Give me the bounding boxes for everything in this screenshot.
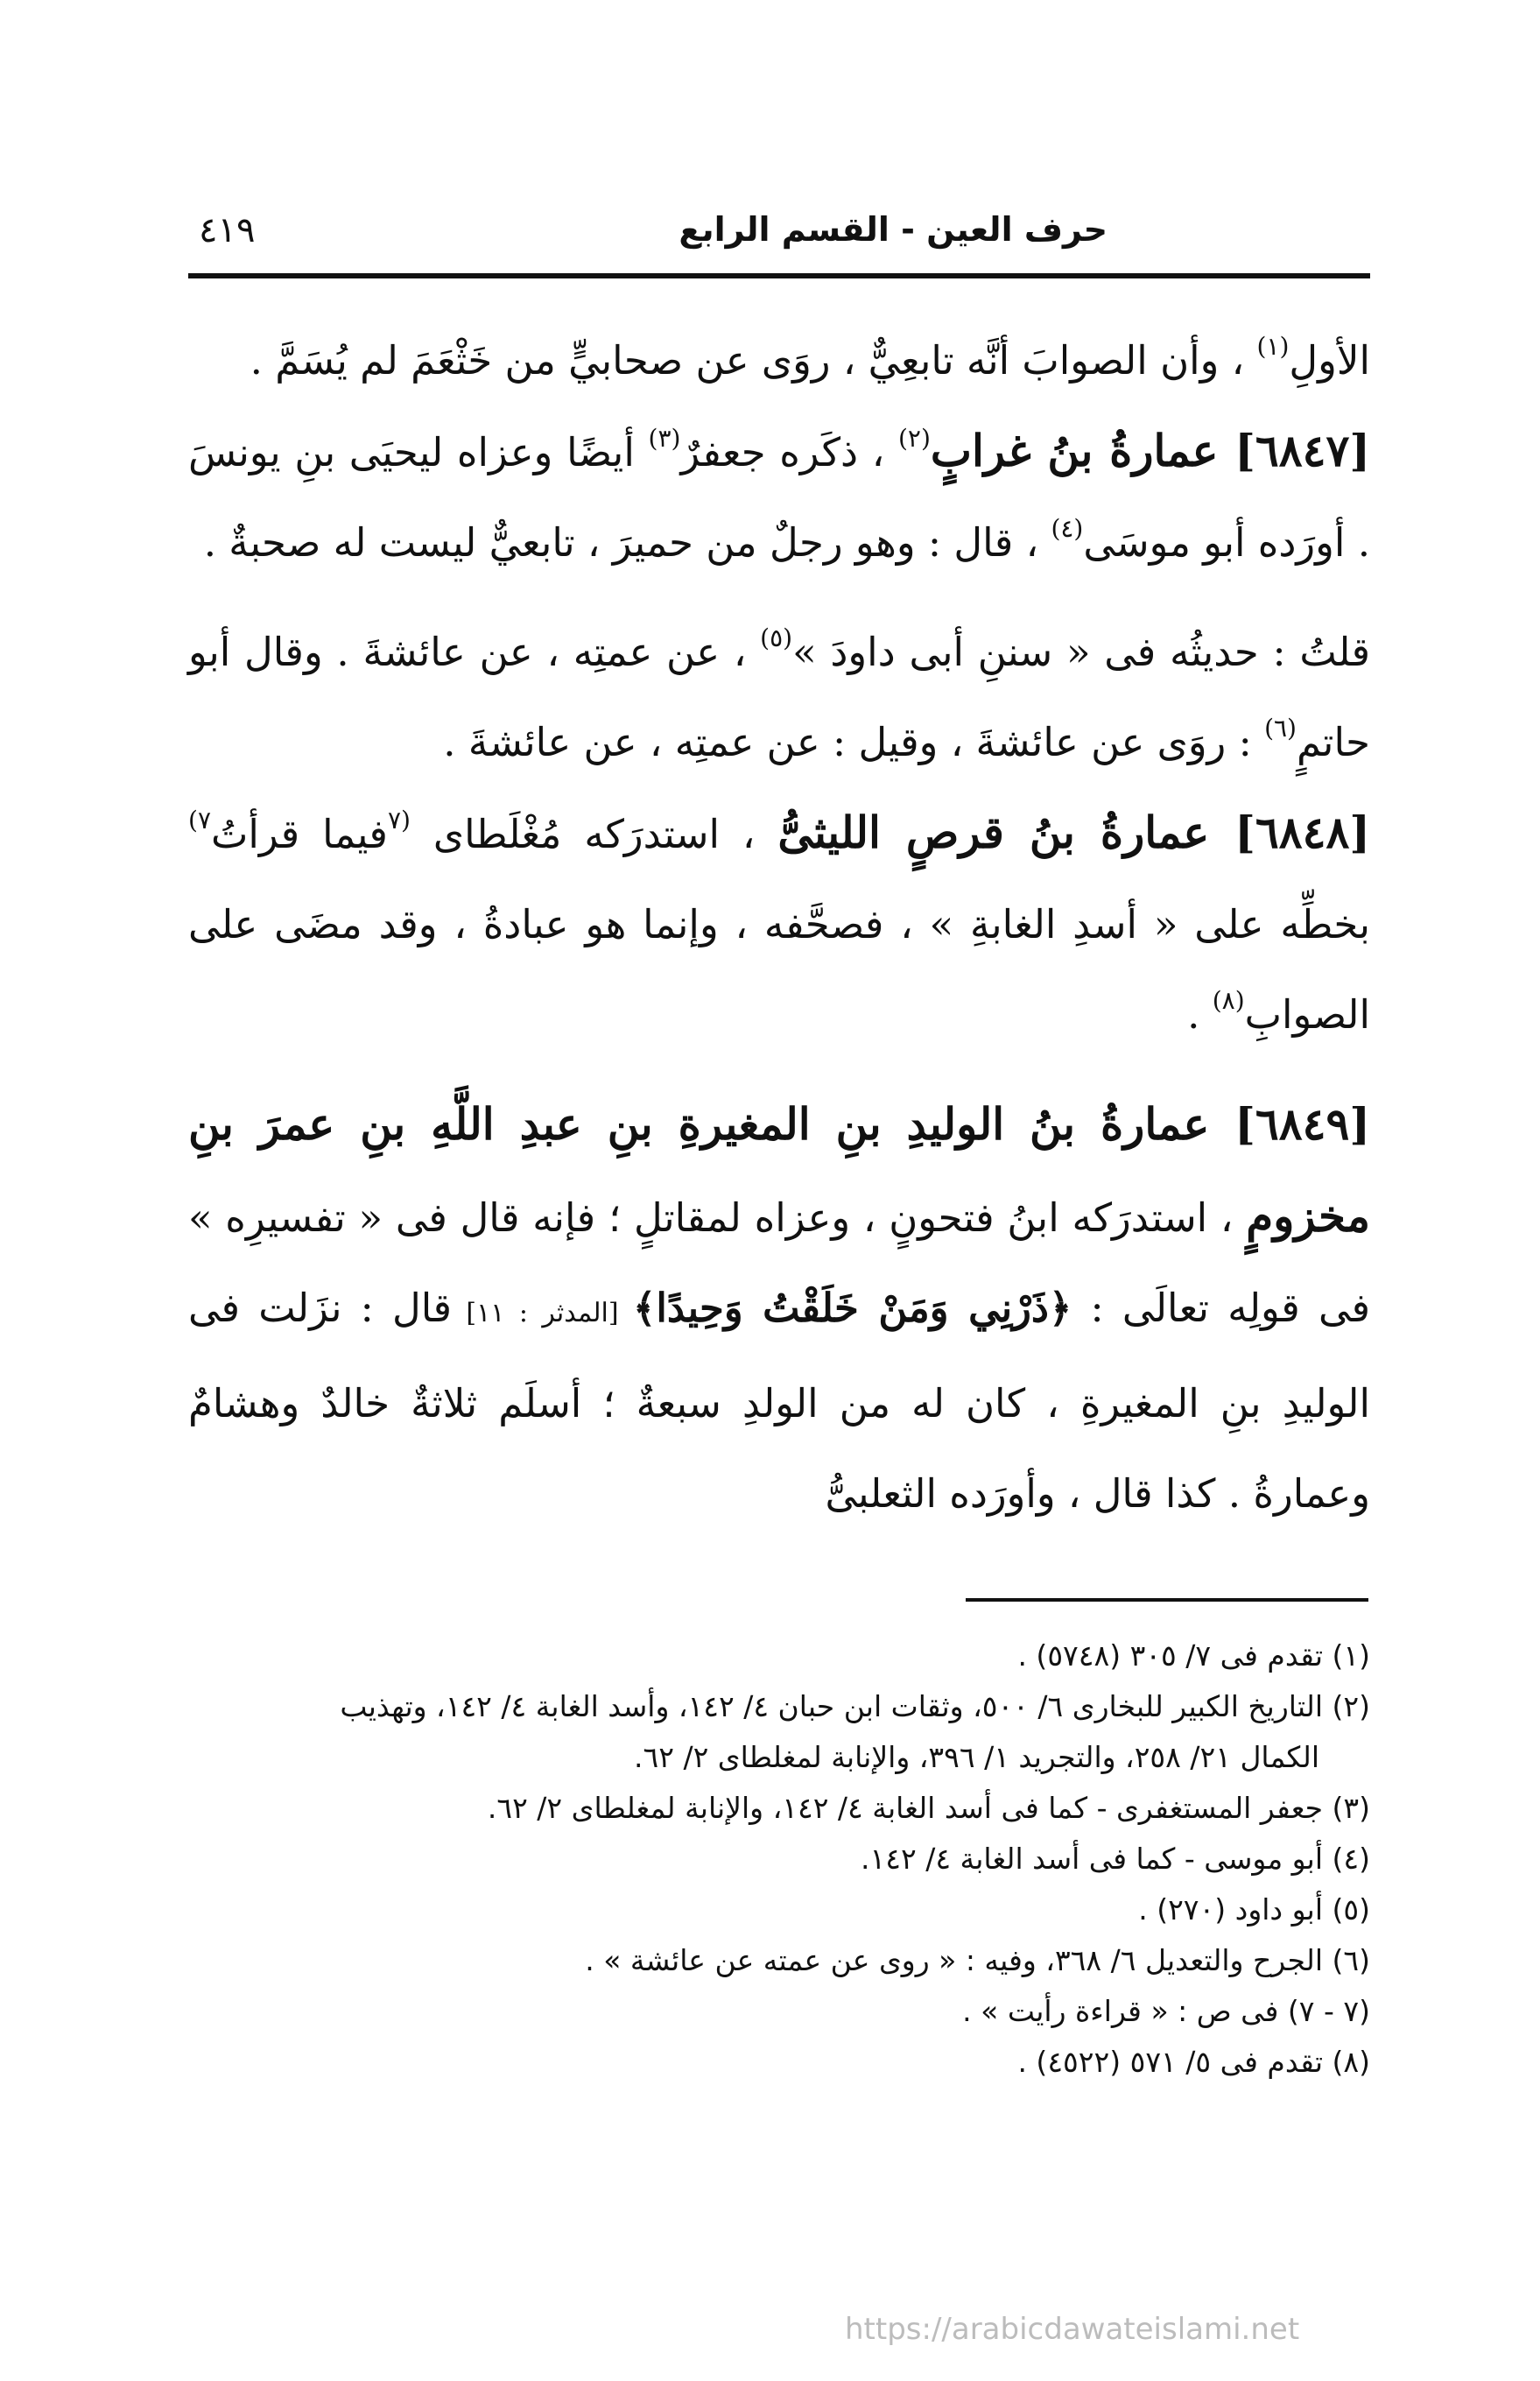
note-paragraph bbox=[188, 607, 1370, 787]
quran-verse: ﴿ذَرْنِي وَمَنْ خَلَقْتُ وَحِيدًا﴾ bbox=[632, 1285, 1072, 1331]
footnote-marker: (٣) bbox=[648, 424, 681, 453]
text-run: ، استدرَكه ابنُ فتحونٍ ، وعزاه لمقاتلٍ ؛ فإنه قال فى « تفسيرِه » فى قولِه تعالَى : bbox=[188, 1194, 1371, 1331]
footnote-marker: (٥) bbox=[760, 623, 793, 652]
footnote-marker: (٦) bbox=[1264, 714, 1297, 743]
entry-6849 bbox=[188, 1079, 1370, 1539]
footnote: (٣) جعفر المستغفرى - كما فى أسد الغابة ٤/ ١٤٢، والإنابة لمغلطاى ٢/ ٦٢. bbox=[487, 1791, 1370, 1825]
text-run: قلتُ : حديثُه فى « سننِ أبى داودَ » bbox=[792, 629, 1370, 675]
entry-6848 bbox=[188, 787, 1370, 1060]
text-run: ، ذكَره جعفرٌ bbox=[680, 429, 898, 475]
footnote-marker: (٢) bbox=[897, 424, 931, 453]
footnote-marker: (١) bbox=[1256, 332, 1290, 361]
text-run: . bbox=[1187, 991, 1213, 1038]
text-run: ، وأن الصوابَ أنَّه تابعِيٌّ ، روَى عن صحابيٍّ من خَثْعَمَ لم يُسَمَّ . bbox=[250, 337, 1257, 384]
footnote-separator bbox=[966, 1598, 1368, 1602]
footnote-marker: (٨) bbox=[1212, 986, 1245, 1015]
entry-heading: [٦٨٤٩] عمارةُ بنُ الوليدِ بنِ المغيرةِ بنِ عبدِ اللَّهِ بنِ عمرَ بنِ مخزومٍ bbox=[188, 1098, 1370, 1242]
text-run: الأولِ bbox=[1289, 337, 1370, 384]
footnote: (٢) التاريخ الكبير للبخارى ٦/ ٥٠٠، وثقات ابن حبان ٤/ ١٤٢، وأسد الغابة ٤/ ١٤٢، وتهذيب bbox=[340, 1689, 1370, 1723]
text-run: قال : نزَلت فى الوليدِ بنِ المغيرةِ ، كان له من الولدِ سبعةٌ ؛ أسلَم ثلاثةٌ خالدٌ وهشامٌ وعمارةُ . كذا قال ، وأورَده الثعلبىُّ bbox=[188, 1285, 1370, 1517]
page-number: ٤١٩ bbox=[199, 210, 256, 250]
paragraph-continuation bbox=[188, 315, 1370, 405]
footnote: (١) تقدم فى ٧/ ٣٠٥ (٥٧٤٨) . bbox=[1017, 1638, 1370, 1673]
footnote: (٥) أبو داود (٢٧٠) . bbox=[1138, 1892, 1370, 1927]
footnote: (٤) أبو موسى - كما فى أسد الغابة ٤/ ١٤٢. bbox=[861, 1842, 1370, 1876]
page-header bbox=[188, 203, 1370, 273]
footnote-continuation: الكمال ٢١/ ٢٥٨، والتجريد ١/ ٣٩٦، والإنابة لمغلطاى ٢/ ٦٢. bbox=[634, 1740, 1319, 1774]
text-run: : روَى عن عائشةَ ، وقيل : عن عمتِه ، عن عائشةَ . bbox=[443, 719, 1265, 765]
text-run: بخطِّه على « أسدِ الغابةِ » ، فصحَّفه ، وإنما هو عبادةُ ، وقد مضَى على الصوابِ bbox=[188, 901, 1370, 1038]
footnote-marker: (٧ bbox=[387, 806, 411, 835]
footnote-marker: ٧) bbox=[188, 806, 211, 835]
text-run: فيما قرأتُ bbox=[210, 811, 388, 857]
footnotes bbox=[188, 1631, 1370, 2088]
footnote: (٧ - ٧) فى ص : « قراءة رأيت » . bbox=[962, 1994, 1370, 2028]
watermark-url: https://arabicdawateislami.net bbox=[845, 2312, 1300, 2347]
entry-6847 bbox=[188, 405, 1370, 588]
text-run: ، قال : وهو رجلٌ من حميرَ ، تابعيٌّ ليست له صحبةٌ . bbox=[203, 519, 1051, 566]
text-run: ، استدرَكه مُغْلَطاى bbox=[410, 811, 778, 857]
text-run: ، عن عمتِه ، عن عائشةَ . وقال أبو حاتمٍ bbox=[188, 629, 1370, 765]
footnote-marker: (٤) bbox=[1051, 514, 1084, 543]
footnote: (٨) تقدم فى ٥/ ٥٧١ (٤٥٢٢) . bbox=[1017, 2045, 1370, 2079]
running-title: حرف العين - القسم الرابع bbox=[679, 210, 1108, 249]
main-text bbox=[188, 315, 1370, 1539]
text-run: أيضًا وعزاه ليحيَى بنِ يونسَ . أورَده أبو موسَى bbox=[188, 429, 1370, 566]
verse-reference: [المدثر : ١١] bbox=[451, 1298, 633, 1328]
footnote: (٦) الجرح والتعديل ٦/ ٣٦٨، وفيه : « روى عن عمته عن عائشة » . bbox=[585, 1943, 1370, 1977]
entry-heading: [٦٨٤٧] عمارةُ بنُ غرابٍ bbox=[930, 425, 1370, 476]
entry-heading: [٦٨٤٨] عمارةُ بنُ قرصٍ الليثىُّ bbox=[777, 807, 1370, 858]
header-rule bbox=[188, 273, 1370, 278]
